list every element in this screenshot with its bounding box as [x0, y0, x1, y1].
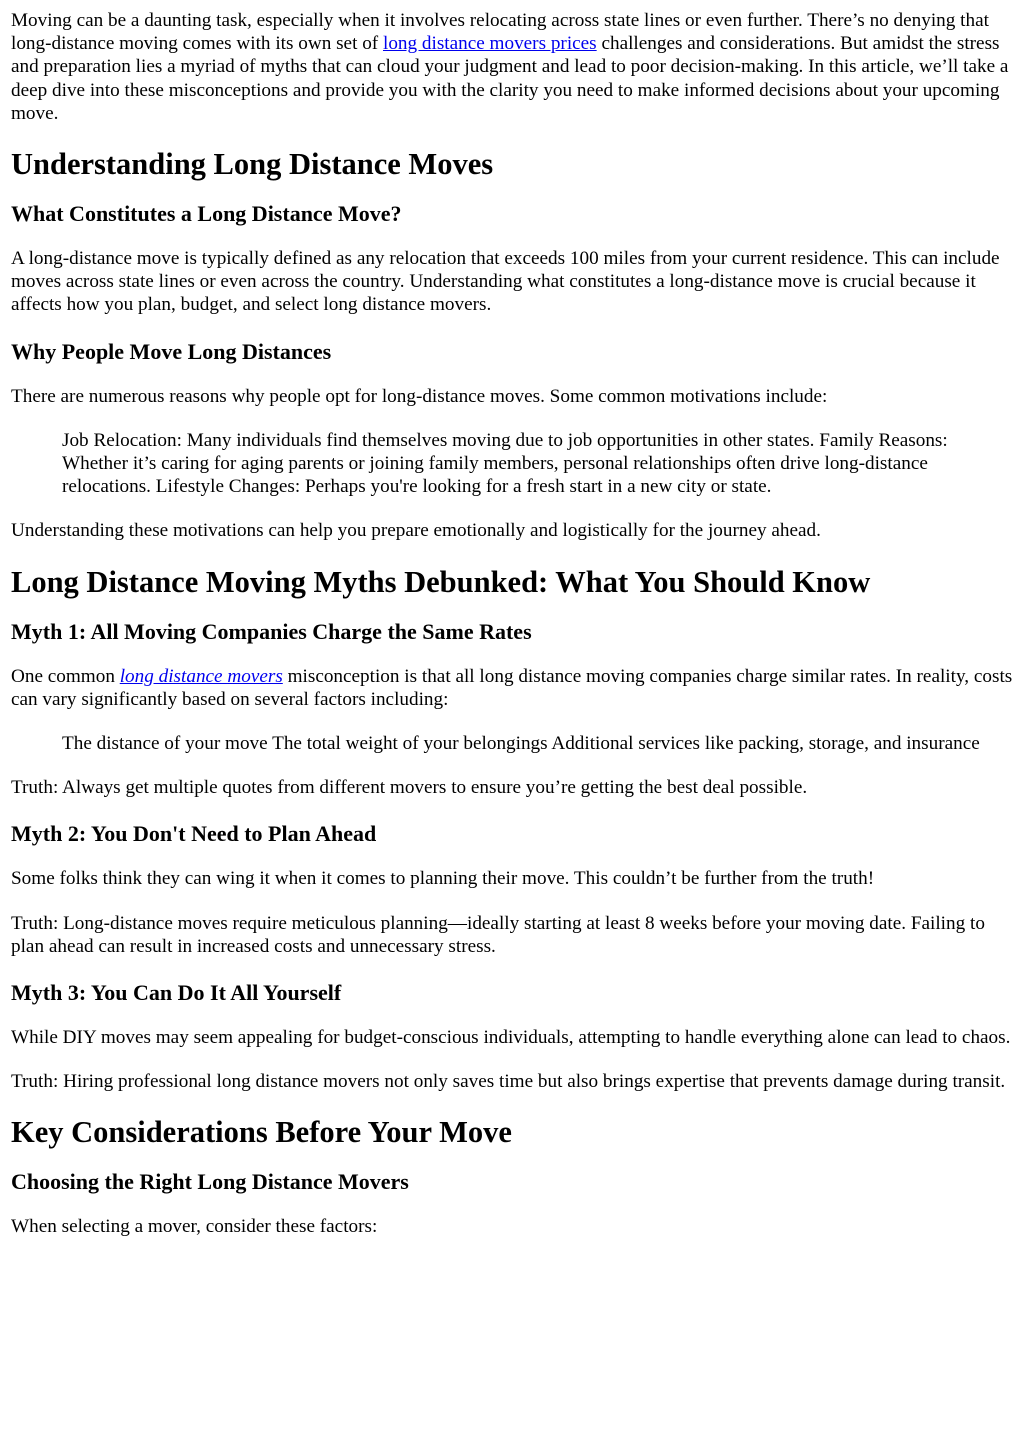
paragraph-myth-3: While DIY moves may seem appealing for budget-conscious individuals, attempting to handle everything alone can lead to chaos. [11, 1027, 1011, 1049]
motivations-blockquote: Job Relocation: Many individuals find themselves moving due to job opportunities in other states. Family Reasons: Whether it’s caring for aging parents or joining family members, personal relationships often drive long-distance relocations. Lifestyle Changes: Perhaps you're looking for a fresh start in a new city or state. [62, 429, 948, 498]
subheading-myth-2: Myth 2: You Don't Need to Plan Ahead [11, 821, 377, 847]
myth-1-text-after-link: misconception is that all long distance moving companies charge similar rates. In reality, costs can vary significantly based on several factors including: [11, 665, 1013, 710]
paragraph-motivations-summary: Understanding these motivations can help you prepare emotionally and logistically for the journey ahead. [11, 520, 821, 542]
paragraph-what-constitutes: A long-distance move is typically defined as any relocation that exceeds 100 miles from your current residence. This can include moves across state lines or even across the country. Understanding what constitutes a long-distance move is crucial because it affects how you plan, budget, and select long distance movers. [11, 248, 1000, 316]
section-heading-key-considerations: Key Considerations Before Your Move [11, 1115, 512, 1150]
subheading-myth-3: Myth 3: You Can Do It All Yourself [11, 980, 342, 1006]
intro-text-before-link: Moving can be a daunting task, especially when it involves relocating across state lines or even further. There’s no denying that long-distance moving comes with its own set of [11, 10, 989, 55]
subheading-myth-1: Myth 1: All Moving Companies Charge the Same Rates [11, 618, 532, 644]
intro-paragraph [11, 9, 1013, 125]
long-distance-movers-link[interactable]: long distance movers [119, 665, 283, 687]
subheading-why-people-move: Why People Move Long Distances [11, 338, 332, 364]
section-heading-myths: Long Distance Moving Myths Debunked: What You Should Know [11, 564, 871, 599]
paragraph-myth-1 [11, 665, 1013, 711]
paragraph-choosing-movers: When selecting a mover, consider these factors: [11, 1216, 378, 1238]
paragraph-myth-2: Some folks think they can wing it when it comes to planning their move. This couldn’t be further from the truth! [11, 868, 875, 890]
long-distance-movers-prices-link[interactable]: long distance movers prices [382, 33, 597, 55]
myth-1-text-before-link: One common [11, 665, 120, 687]
subheading-choosing-movers: Choosing the Right Long Distance Movers [11, 1169, 409, 1195]
intro-text-after-link: challenges and considerations. But amidst the stress and preparation lies a myriad of myths that can cloud your judgment and lead to poor decision-making. In this article, we’ll take a deep dive into these misconceptions and provide you with the clarity you need to make informed decisions about your upcoming move. [11, 33, 1009, 124]
myth-3-truth: Truth: Hiring professional long distance movers not only saves time but also brings expertise that prevents damage during transit. [11, 1071, 1006, 1093]
section-heading-understanding: Understanding Long Distance Moves [11, 147, 494, 182]
myth-2-truth: Truth: Long-distance moves require meticulous planning—ideally starting at least 8 weeks before your moving date. Failing to plan ahead can result in increased costs and unnecessary stress. [11, 912, 985, 957]
subheading-what-constitutes: What Constitutes a Long Distance Move? [11, 201, 402, 227]
paragraph-why-people-move: There are numerous reasons why people opt for long-distance moves. Some common motivations include: [11, 385, 828, 407]
cost-factors-blockquote: The distance of your move The total weight of your belongings Additional services like packing, storage, and insurance [62, 733, 980, 755]
myth-1-truth: Truth: Always get multiple quotes from different movers to ensure you’re getting the best deal possible. [11, 777, 808, 799]
